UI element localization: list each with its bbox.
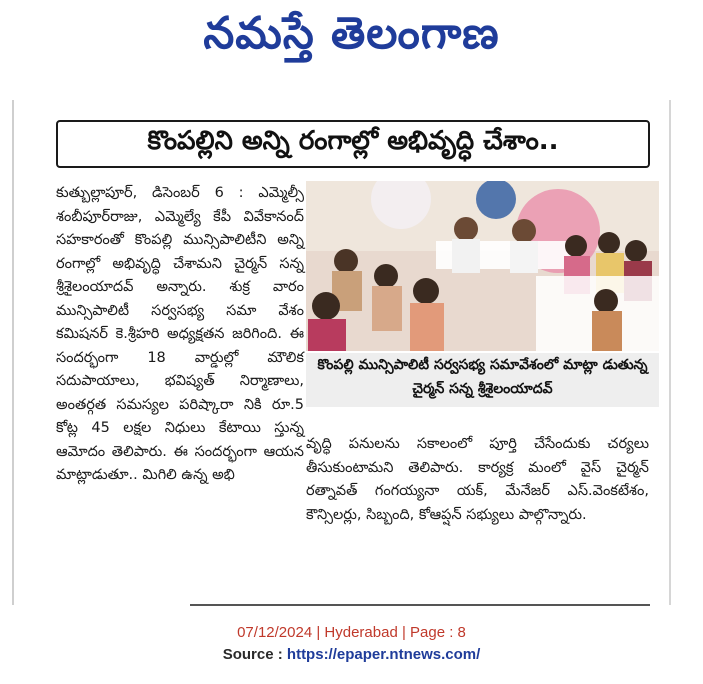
source-label: Source : [222,646,287,663]
source-line [0,646,703,663]
article-photo [306,181,659,351]
photo-caption: కొంపల్లి మున్సిపాలిటీ సర్వసభ్య సమావేశంలో మాట్లా డుతున్న చైర్మన్ సన్న శ్రీశైలంయాదవ్ [306,353,659,407]
edition-info: 07/12/2024 | Hyderabad | Page : 8 [237,624,466,641]
article-body-left: కుత్బుల్లాపూర్, డిసెంబర్ 6 : ఎమ్మెల్సీ శంబీపూర్‌రాజు, ఎమ్మెల్యే కేపీ వివేకానంద్ సహకారంతో కొంపల్లి మున్సిపాలిటీని అన్ని రంగాల్లో అభివృద్ధి చేశామని చైర్మన్ సన్న శ్రీశైలంయాదవ్ అన్నారు. శుక్ర వారం మున్సిపాలిటీ సర్వసభ్య సమా వేశం కమిషనర్ కె.శ్రీహరి అధ్యక్షతన జరిగింది. ఈ సందర్భంగా 18 వార్డుల్లో మౌలిక సదుపాయాలు, భవిష్యత్ నిర్మాణాలు, అంతర్గత సమస్యల పరిష్కారా నికి రూ.5 కోట్ల 45 లక్షల నిధులు కేటాయి స్తున్న ఆమోదం తెలిపారు. ఈ సందర్భంగా ఆయన మాట్లాడుతూ.. మిగిలి ఉన్న అభి [56,185,304,483]
page-bottom-rule [190,604,650,606]
article-headline: కొంపల్లిని అన్ని రంగాల్లో అభివృద్ధి చేశాం.. [56,120,650,168]
meeting-photo-image [306,181,659,351]
newspaper-masthead: నమస్తే తెలంగాణ [203,8,500,59]
source-url-link[interactable]: https://epaper.ntnews.com/ [286,646,481,663]
article-body-right: వృద్ధి పనులను సకాలంలో పూర్తి చేసేందుకు చర్యలు తీసుకుంటామని తెలిపారు. కార్యక్ర మంలో వైస్ చైర్మన్ రత్నావత్ గంగయ్యనా యక్, మేనేజర్ ఎస్.వెంకటేశం, కౌన్సిలర్లు, సిబ్బంది, కోఆప్షన్ సభ్యులు పాల్గొన్నారు. [306,436,649,523]
